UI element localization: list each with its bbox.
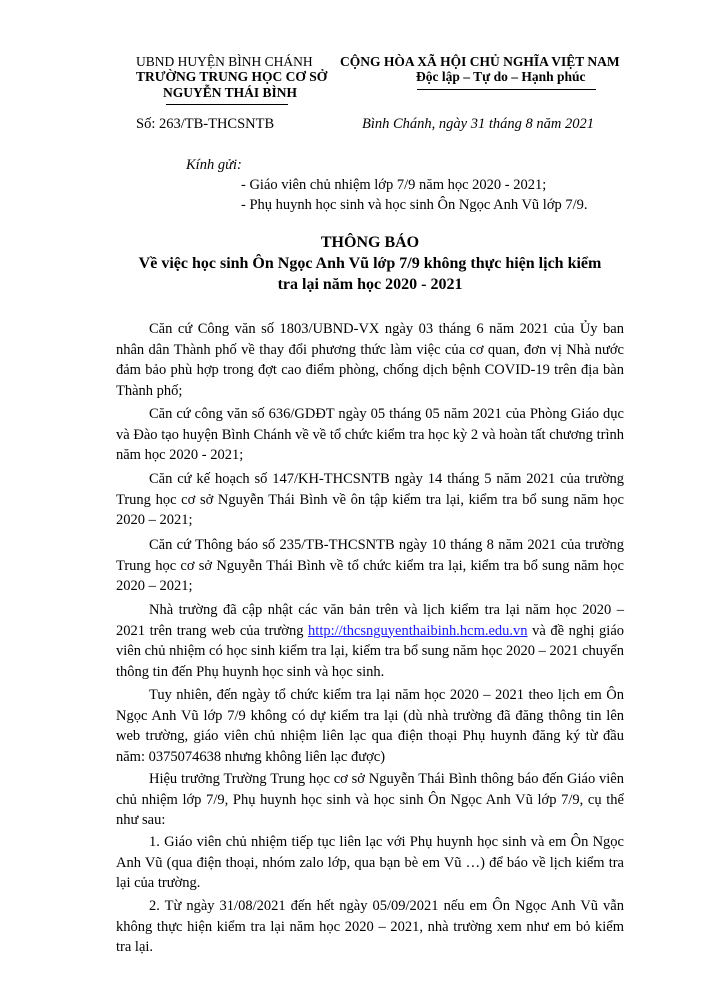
nation-motto: Độc lập – Tự do – Hạnh phúc <box>416 69 586 84</box>
basis-paragraph-3: Căn cứ kế hoạch số 147/KH-THCSNTB ngày 14 tháng 5 năm 2021 của trường Trung học cơ sở Nguyễn Thái Bình về ôn tập kiểm tra lại, kiểm tra bổ sung năm học 2020 – 2021; <box>116 471 624 528</box>
recipient-item: - Giáo viên chủ nhiệm lớp 7/9 năm học 2020 - 2021; <box>241 177 547 193</box>
basis-paragraph-4: Căn cứ Thông báo số 235/TB-THCSNTB ngày 10 tháng 8 năm 2021 của trường Trung học cơ sở Nguyễn Thái Bình về tổ chức kiểm tra lại, kiểm tra bổ sung năm học 2020 – 2021; <box>116 537 624 594</box>
update-text-after: và đề nghị giáo viên chủ nhiệm có học sinh kiểm tra lại, kiểm tra bổ sung năm học 2020 – 2021 chuyển thông tin đến Phụ huynh học sinh và học sinh. <box>116 622 625 680</box>
announcement-paragraph: Hiệu trưởng Trường Trung học cơ sở Nguyễn Thái Bình thông báo đến Giáo viên chủ nhiệm lớp 7/9, Phụ huynh học sinh và học sinh Ôn Ngọc Anh Vũ lớp 7/9, cụ thể như sau: <box>116 771 624 828</box>
issuer-line-1: UBND HUYỆN BÌNH CHÁNH <box>136 54 313 69</box>
basis-paragraph-1: Căn cứ Công văn số 1803/UBND-VX ngày 03 tháng 6 năm 2021 của Ủy ban nhân dân Thành phố về thay đổi phương thức làm việc của cơ quan, đơn vị Nhà nước đảm bảo phù hợp trong đợt cao điểm phòng, chống dịch bệnh COVID-19 trên địa bàn Thành phố; <box>116 321 624 399</box>
recipients-greeting: Kính gửi: <box>186 157 242 173</box>
issuer-underline <box>166 104 288 105</box>
document-date: Bình Chánh, ngày 31 tháng 8 năm 2021 <box>362 116 594 132</box>
issuer-line-3: NGUYỄN THÁI BÌNH <box>163 85 298 100</box>
basis-paragraph-2: Căn cứ công văn số 636/GDĐT ngày 05 tháng 05 năm 2021 của Phòng Giáo dục và Đào tạo huyện Bình Chánh về về tổ chức kiểm tra học kỳ 2 và hoàn tất chương trình năm học 2020 - 2021; <box>116 406 624 463</box>
school-website-link[interactable]: http://thcsnguyenthaibinh.hcm.edu.vn <box>308 622 528 639</box>
recipient-item: - Phụ huynh học sinh và học sinh Ôn Ngọc Anh Vũ lớp 7/9. <box>241 197 588 213</box>
update-text-before: Nhà trường đã cập nhật các văn bản trên và lịch kiểm tra lại năm học 2020 – 2021 trên trang web của trường <box>116 602 624 639</box>
action-item-1: 1. Giáo viên chủ nhiệm tiếp tục liên lạc với Phụ huynh học sinh và em Ôn Ngọc Anh Vũ (qua điện thoại, nhóm zalo lớp, qua bạn bè em Vũ …) để báo về lịch kiểm tra lại của trường. <box>116 834 624 891</box>
notice-subject-line-1: Về việc học sinh Ôn Ngọc Anh Vũ lớp 7/9 không thực hiện lịch kiểm <box>138 255 602 272</box>
notice-title: THÔNG BÁO <box>320 234 420 251</box>
situation-paragraph: Tuy nhiên, đến ngày tổ chức kiểm tra lại năm học 2020 – 2021 theo lịch em Ôn Ngọc Anh Vũ lớp 7/9 không có dự kiểm tra lại (dù nhà trường đã đăng thông tin lên web trường, giáo viên chủ nhiệm liên lạc qua điện thoại Phụ huynh đăng ký từ đầu năm: 0375074638 nhưng không liên lạc được) <box>116 687 624 765</box>
document-number: Số: 263/TB-THCSNTB <box>136 116 275 132</box>
update-paragraph <box>116 600 624 682</box>
nation-title: CỘNG HÒA XÃ HỘI CHỦ NGHĨA VIỆT NAM <box>340 54 620 69</box>
action-item-2: 2. Từ ngày 31/08/2021 đến hết ngày 05/09/2021 nếu em Ôn Ngọc Anh Vũ vẫn không thực hiện kiểm tra lại năm học 2020 – 2021, nhà trường xem như em bỏ kiểm tra lại. <box>116 898 624 955</box>
motto-underline <box>417 89 596 90</box>
notice-subject-line-2: tra lại năm học 2020 - 2021 <box>277 276 463 293</box>
issuer-line-2: TRƯỜNG TRUNG HỌC CƠ SỞ <box>136 69 328 84</box>
